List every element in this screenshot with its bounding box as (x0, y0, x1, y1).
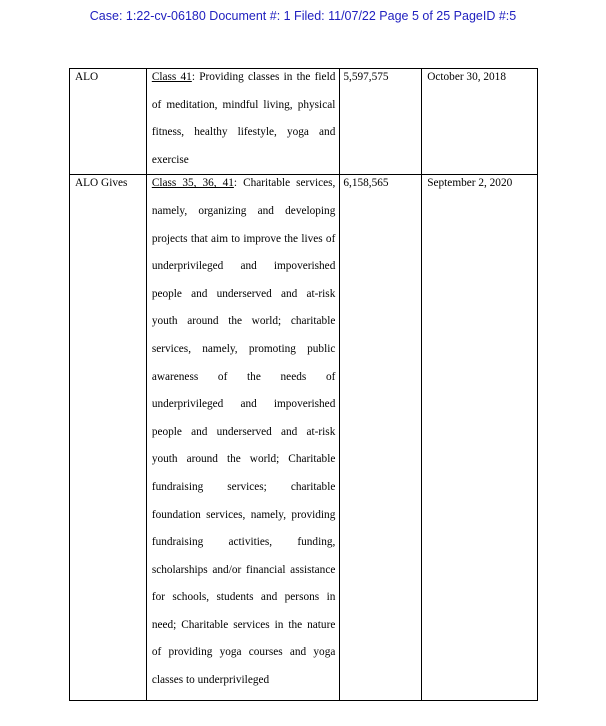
reg-date-cell: October 30, 2018 (422, 69, 538, 175)
reg-number-cell: 5,597,575 (340, 69, 422, 175)
class-label: Class 35, 36, 41 (151, 177, 234, 190)
reg-date-cell: September 2, 2020 (422, 175, 538, 701)
table-row (70, 69, 538, 175)
description-cell (146, 175, 340, 701)
mark-cell: ALO Gives (70, 175, 147, 701)
trademark-table (69, 68, 538, 701)
description-text: : Providing classes in the field of meditation, mindful living, physical fitness, healthy lifestyle, yoga and exercise (151, 71, 336, 166)
table-row (70, 175, 538, 701)
reg-number-cell: 6,158,565 (340, 175, 422, 701)
class-label: Class 41 (151, 71, 192, 83)
mark-cell: ALO (70, 69, 147, 175)
description-cell (146, 69, 340, 175)
description-text: : Charitable services, namely, organizing and developing projects that aim to improve the lives of underprivileged and impoverished people and underserved and at-risk youth around the world; charitable services, namely, promoting public awareness of the needs of underprivileged and impoverished people and underserved and at-risk youth around the world; Charitable fundraising services; charitable foundation services, namely, providing fundraising activities, funding, scholarships and/or financial assistance for schools, students and persons in need; Charitable services in the nature of providing yoga courses and yoga classes to underprivileged (151, 177, 336, 687)
page-header: Case: 1:22-cv-06180 Document #: 1 Filed: 11/07/22 Page 5 of 25 PageID #:5 (89, 9, 517, 23)
